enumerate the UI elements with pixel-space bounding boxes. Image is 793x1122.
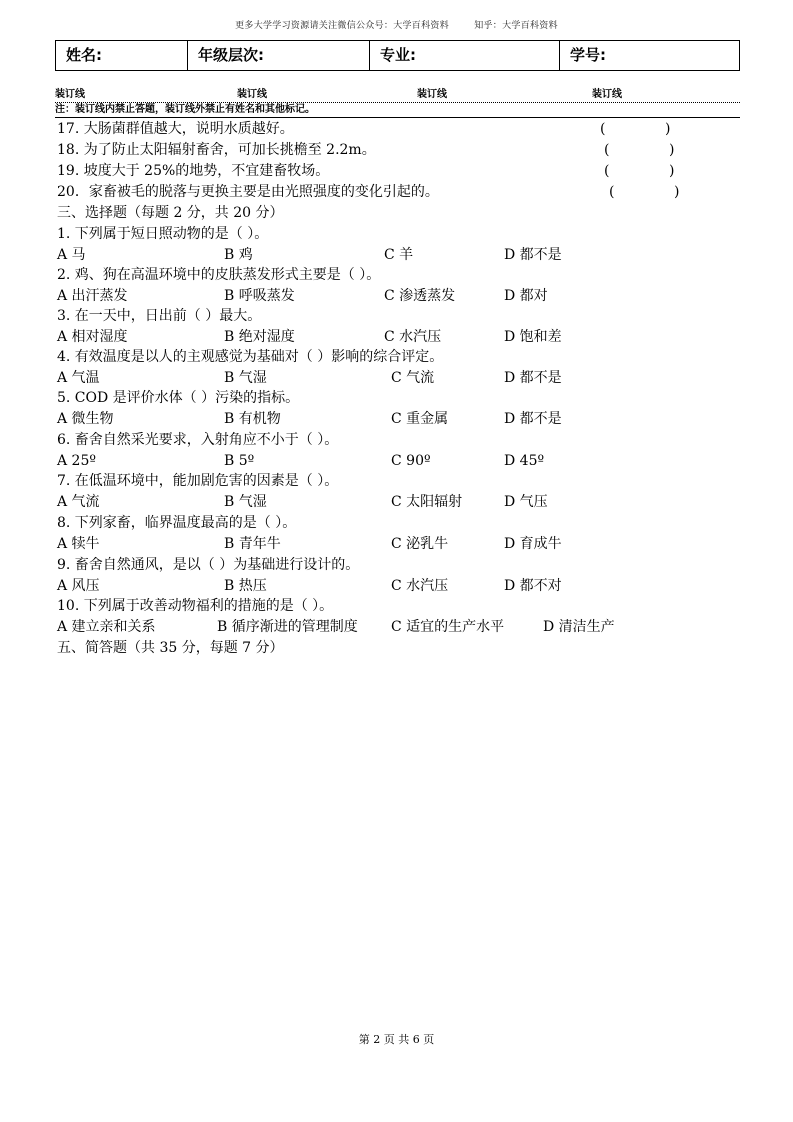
mc-question: 7. 在低温环境中，能加剧危害的因素是（ ）。 — [57, 473, 339, 489]
binding-marker: 装订线 — [55, 89, 85, 100]
binding-note: 注：装订线内禁止答题，装订线外禁止有姓名和其他标记。 — [55, 103, 740, 118]
grade-level-field[interactable]: 年级层次: — [188, 41, 370, 70]
mc-question: 9. 畜舍自然通风，是以（ ）为基础进行设计的。 — [57, 557, 360, 573]
mc-question: 2. 鸡、狗在高温环境中的皮肤蒸发形式主要是（ ）。 — [57, 267, 381, 283]
section-title: 三、选择题（每题 2 分，共 20 分） — [57, 205, 284, 221]
page-header-note — [0, 18, 793, 31]
header-note-wechat: 更多大学学习资源请关注微信公众号：大学百科资料 — [235, 21, 450, 31]
option-c: C 适宜的生产水平 — [391, 619, 505, 635]
option-b: B 绝对湿度 — [224, 329, 295, 345]
option-b: B 热压 — [224, 578, 267, 594]
tf-question: 20．家畜被毛的脱落与更换主要是由光照强度的变化引起的。 — [57, 184, 439, 200]
option-b: B 气湿 — [224, 494, 267, 510]
option-a: A 马 — [57, 247, 86, 263]
binding-marker: 装订线 — [417, 89, 447, 100]
option-b: B 5º — [224, 453, 255, 469]
header-note-zhihu: 知乎：大学百科资料 — [474, 21, 558, 31]
option-c: C 羊 — [384, 247, 414, 263]
answer-paren-open: ( — [609, 184, 615, 200]
option-d: D 都不是 — [504, 247, 562, 263]
option-c: C 渗透蒸发 — [384, 288, 456, 304]
mc-question: 10. 下列属于改善动物福利的措施的是（ ）。 — [57, 598, 334, 614]
answer-paren-close: ) — [665, 121, 671, 137]
page-number: 第 2 页 共 6 页 — [358, 1033, 435, 1046]
answer-paren-close: ) — [669, 163, 675, 179]
option-a: A 气流 — [57, 494, 100, 510]
tf-question: 17. 大肠菌群值越大，说明水质越好。 — [57, 121, 294, 137]
option-d: D 育成牛 — [504, 536, 562, 552]
option-d: D 饱和差 — [504, 329, 562, 345]
option-c: C 水汽压 — [391, 578, 449, 594]
option-d: D 气压 — [504, 494, 548, 510]
option-c: C 气流 — [391, 370, 435, 386]
binding-line — [55, 89, 740, 103]
name-field[interactable]: 姓名: — [56, 41, 188, 70]
major-field[interactable]: 专业: — [370, 41, 560, 70]
option-a: A 相对湿度 — [57, 329, 128, 345]
mc-question: 5. COD 是评价水体（ ）污染的指标。 — [57, 390, 300, 406]
option-b: B 呼吸蒸发 — [224, 288, 295, 304]
option-c: C 重金属 — [391, 411, 449, 427]
option-d: D 清洁生产 — [543, 619, 615, 635]
option-b: B 气湿 — [224, 370, 267, 386]
option-a: A 建立亲和关系 — [57, 619, 156, 635]
option-d: D 45º — [504, 453, 545, 469]
answer-paren-open: ( — [604, 142, 610, 158]
option-b: B 鸡 — [224, 247, 253, 263]
option-d: D 都不是 — [504, 411, 562, 427]
option-a: A 犊牛 — [57, 536, 100, 552]
mc-question: 4. 有效温度是以人的主观感觉为基础对（ ）影响的综合评定。 — [57, 349, 444, 365]
option-c: C 90º — [391, 453, 431, 469]
option-c: C 泌乳牛 — [391, 536, 449, 552]
mc-question: 1. 下列属于短日照动物的是（ ）。 — [57, 226, 269, 242]
option-a: A 微生物 — [57, 411, 114, 427]
answer-paren-close: ) — [674, 184, 680, 200]
binding-marker: 装订线 — [237, 89, 267, 100]
answer-paren-open: ( — [600, 121, 606, 137]
option-b: B 循序渐进的管理制度 — [217, 619, 358, 635]
option-d: D 都不是 — [504, 370, 562, 386]
answer-paren-close: ) — [669, 142, 675, 158]
student-id-field[interactable]: 学号: — [570, 46, 606, 64]
section-title: 五、简答题（共 35 分，每题 7 分） — [57, 640, 284, 656]
answer-paren-open: ( — [604, 163, 610, 179]
mc-question: 6. 畜舍自然采光要求，入射角应不小于（ ）。 — [57, 432, 339, 448]
tf-question: 18. 为了防止太阳辐射畜舍，可加长挑檐至 2.2m。 — [57, 142, 376, 158]
binding-marker: 装订线 — [592, 89, 622, 100]
option-d: D 都对 — [504, 288, 548, 304]
option-c: C 水汽压 — [384, 329, 442, 345]
option-c: C 太阳辐射 — [391, 494, 463, 510]
option-a: A 25º — [57, 453, 96, 469]
mc-question: 3. 在一天中，日出前（ ）最大。 — [57, 308, 262, 324]
mc-question: 8. 下列家畜，临界温度最高的是（ ）。 — [57, 515, 297, 531]
student-info-table — [55, 40, 740, 71]
option-a: A 出汗蒸发 — [57, 288, 128, 304]
option-a: A 气温 — [57, 370, 100, 386]
option-a: A 风压 — [57, 578, 100, 594]
option-b: B 青年牛 — [224, 536, 281, 552]
option-d: D 都不对 — [504, 578, 562, 594]
tf-question: 19. 坡度大于 25%的地势，不宜建畜牧场。 — [57, 163, 330, 179]
option-b: B 有机物 — [224, 411, 281, 427]
